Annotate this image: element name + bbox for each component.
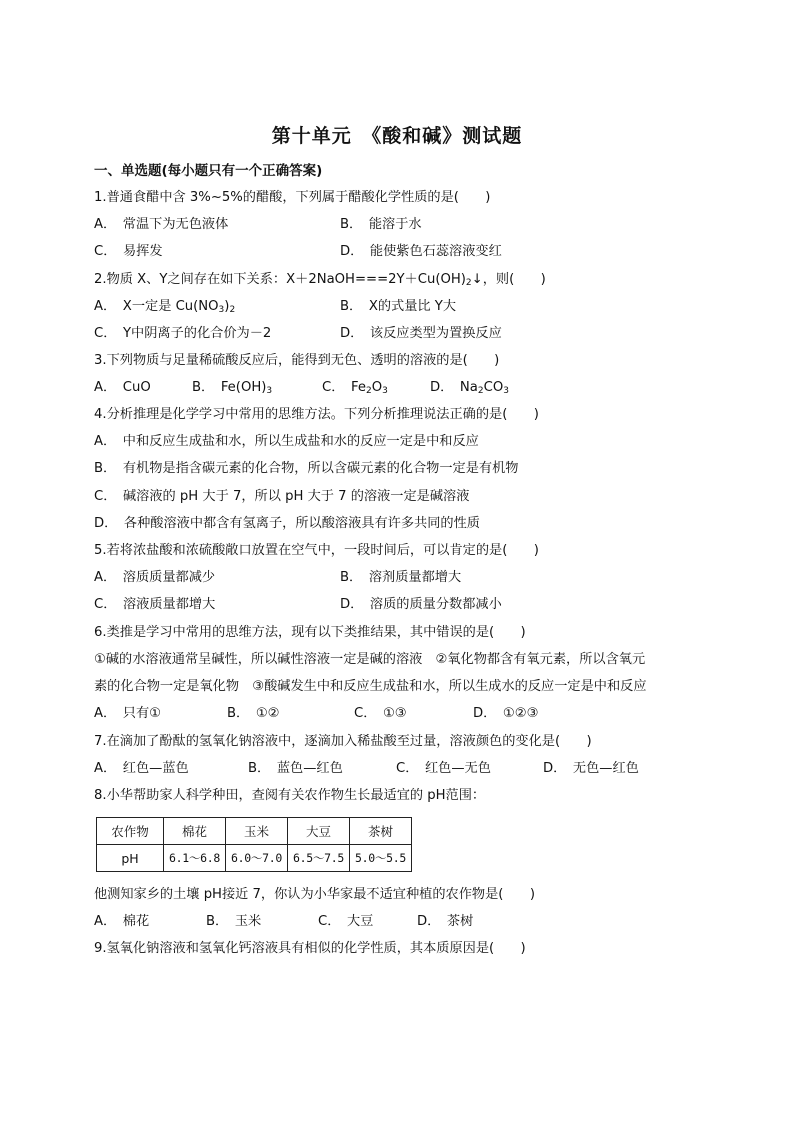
question-1-stem: 1.普通食醋中含 3%~5%的醋酸，下列属于醋酸化学性质的是( ) bbox=[94, 190, 491, 205]
question-6-option-a: A． 只有① bbox=[94, 706, 161, 721]
question-6-option-b: B． ①② bbox=[227, 706, 280, 721]
question-8-option-d: D． 茶树 bbox=[417, 914, 474, 929]
ph-range-table bbox=[96, 817, 412, 872]
table-row bbox=[97, 845, 412, 872]
question-7-option-a: A． 红色—蓝色 bbox=[94, 761, 189, 776]
question-5-stem: 5.若将浓盐酸和浓硫酸敞口放置在空气中，一段时间后，可以肯定的是( ) bbox=[94, 543, 539, 558]
question-5-option-b: B． 溶剂质量都增大 bbox=[340, 570, 462, 585]
question-2-option-c: C． Y中阴离子的化合价为－2 bbox=[94, 326, 272, 341]
question-3-option-b: B． $Fe(OH)_3$ bbox=[192, 380, 273, 396]
question-4-option-c: C． 碱溶液的 pH 大于 7，所以 pH 大于 7 的溶液一定是碱溶液 bbox=[94, 489, 470, 504]
table-cell: 6.5～7.5 bbox=[288, 845, 350, 872]
section-heading: 一、单选题(每小题只有一个正确答案) bbox=[94, 163, 323, 179]
question-8-option-b: B． 玉米 bbox=[206, 914, 262, 929]
table-cell: 6.0～7.0 bbox=[226, 845, 288, 872]
question-3-option-c: C． $Fe_2O_3$ bbox=[322, 380, 388, 396]
table-cell: 6.1～6.8 bbox=[164, 845, 226, 872]
question-7-option-d: D． 无色—红色 bbox=[543, 761, 639, 776]
table-cell: 棉花 bbox=[164, 818, 226, 845]
page-title: 第十单元 《酸和碱》测试题 bbox=[271, 125, 523, 147]
question-4-option-d: D． 各种酸溶液中都含有氢离子，所以酸溶液具有许多共同的性质 bbox=[94, 516, 480, 531]
question-5-option-a: A． 溶质质量都减少 bbox=[94, 570, 216, 585]
question-7-option-c: C． 红色—无色 bbox=[396, 761, 491, 776]
table-cell: 茶树 bbox=[350, 818, 412, 845]
question-7-option-b: B． 蓝色—红色 bbox=[248, 761, 343, 776]
question-4-option-a: A． 中和反应生成盐和水，所以生成盐和水的反应一定是中和反应 bbox=[94, 434, 479, 449]
question-8-followup: 他测知家乡的土壤 pH接近 7，你认为小华家最不适宜种植的农作物是( ) bbox=[94, 887, 535, 902]
question-6-body-line-2: 素的化合物一定是氧化物 ③酸碱发生中和反应生成盐和水，所以生成水的反应一定是中和反应 bbox=[94, 679, 647, 694]
question-1-option-a: A． 常温下为无色液体 bbox=[94, 217, 229, 232]
question-6-stem: 6.类推是学习中常用的思维方法，现有以下类推结果，其中错误的是( ) bbox=[94, 625, 526, 640]
question-3-stem: 3.下列物质与足量稀硫酸反应后，能得到无色、透明的溶液的是( ) bbox=[94, 353, 500, 368]
question-6-body-line-1: ①碱的水溶液通常呈碱性，所以碱性溶液一定是碱的溶液 ②氧化物都含有氧元素，所以含氧元 bbox=[94, 652, 646, 667]
table-header-row bbox=[97, 818, 412, 845]
question-2-option-d: D． 该反应类型为置换反应 bbox=[340, 326, 502, 341]
question-5-option-c: C． 溶液质量都增大 bbox=[94, 597, 216, 612]
table-cell: 5.0～5.5 bbox=[350, 845, 412, 872]
table-cell: 玉米 bbox=[226, 818, 288, 845]
question-3-option-a: A． CuO bbox=[94, 380, 151, 395]
question-7-stem: 7.在滴加了酚酞的氢氧化钠溶液中，逐滴加入稀盐酸至过量，溶液颜色的变化是( ) bbox=[94, 734, 592, 749]
table-cell: 农作物 bbox=[97, 818, 164, 845]
question-9-stem: 9.氢氧化钠溶液和氢氧化钙溶液具有相似的化学性质，其本质原因是( ) bbox=[94, 941, 526, 956]
question-8-option-c: C． 大豆 bbox=[318, 914, 374, 929]
question-2-stem: 2.物质 X、Y之间存在如下关系：$X+2NaOH===2Y+Cu(OH)_2↓$，则( ) bbox=[94, 272, 546, 288]
question-1-option-d: D． 能使紫色石蕊溶液变红 bbox=[340, 244, 502, 259]
table-cell: pH bbox=[97, 845, 164, 872]
question-6-option-d: D． ①②③ bbox=[473, 706, 539, 721]
table-cell: 大豆 bbox=[288, 818, 350, 845]
question-8-option-a: A． 棉花 bbox=[94, 914, 150, 929]
question-4-option-b: B． 有机物是指含碳元素的化合物，所以含碳元素的化合物一定是有机物 bbox=[94, 461, 519, 476]
question-6-option-c: C． ①③ bbox=[354, 706, 407, 721]
question-5-option-d: D． 溶质的质量分数都减小 bbox=[340, 597, 502, 612]
question-2-option-a: A． X一定是 $Cu(NO_3)_2$ bbox=[94, 299, 236, 315]
question-2-option-b: B． X的式量比 Y大 bbox=[340, 299, 457, 314]
question-1-option-b: B． 能溶于水 bbox=[340, 217, 422, 232]
question-1-option-c: C． 易挥发 bbox=[94, 244, 163, 259]
question-3-option-d: D． $Na_2CO_3$ bbox=[430, 380, 509, 396]
question-4-stem: 4.分析推理是化学学习中常用的思维方法。下列分析推理说法正确的是( ) bbox=[94, 407, 539, 422]
question-8-stem: 8.小华帮助家人科学种田，查阅有关农作物生长最适宜的 pH范围： bbox=[94, 788, 486, 803]
